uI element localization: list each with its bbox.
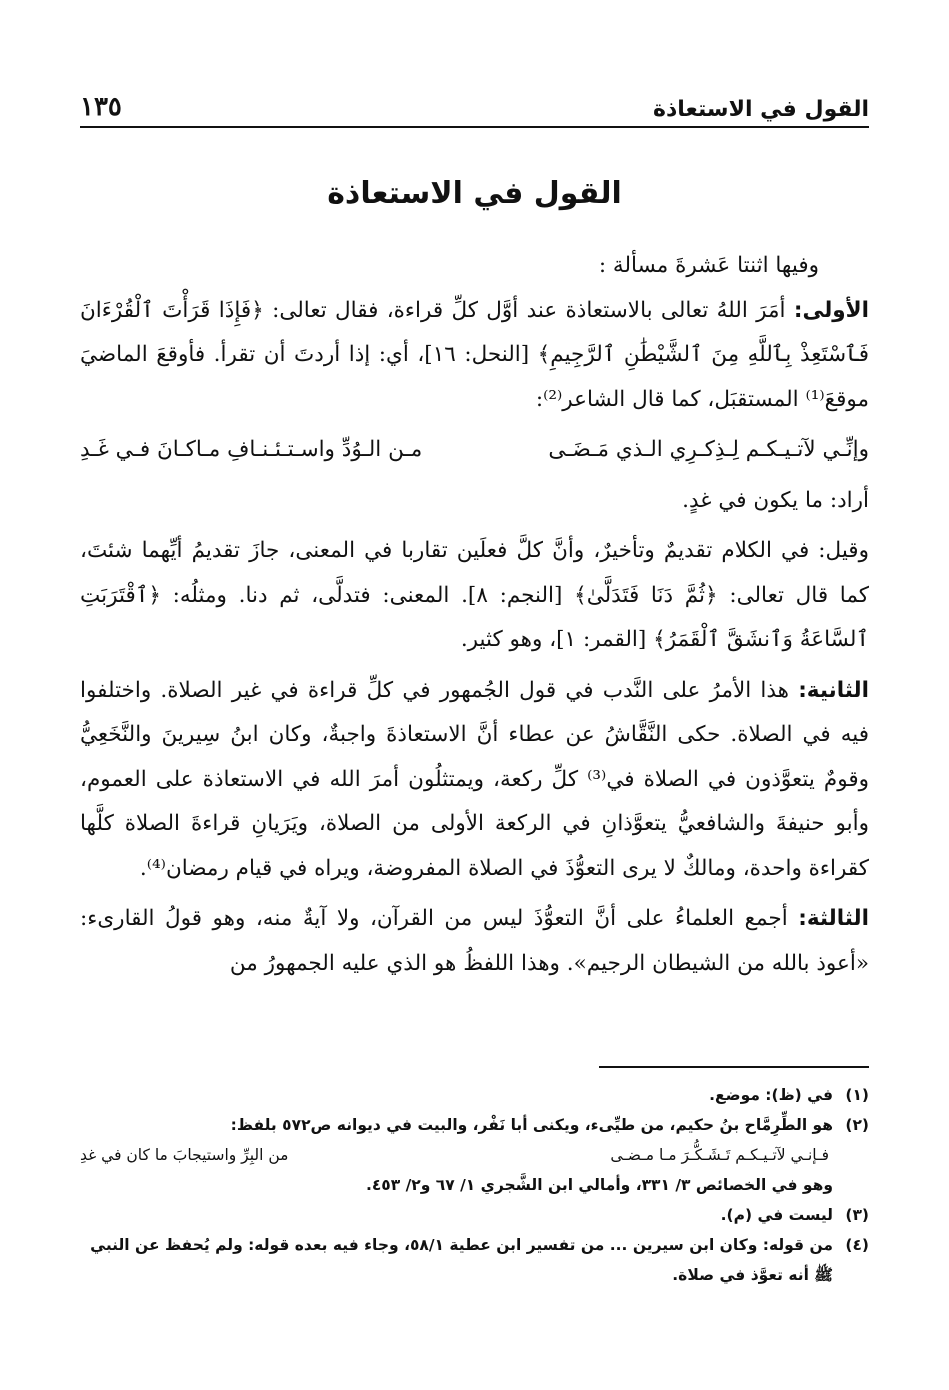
poetry-verse bbox=[80, 428, 869, 473]
footnote-text: ﷺ أنه تعوَّذ في صلاة. bbox=[672, 1266, 833, 1284]
footnote-4 bbox=[80, 1230, 869, 1260]
footnote-number: (٢) bbox=[845, 1116, 869, 1134]
footnote-rule bbox=[599, 1066, 869, 1068]
footnote-verse-second-hemistich: من البِرِّ واستيجابَ ما كان في غدِ bbox=[80, 1146, 289, 1164]
issue-label-second: الثانية: bbox=[798, 677, 869, 703]
footnote-number: (٣) bbox=[845, 1206, 869, 1224]
text-line: أيِّهما شئتَ، كما قال تعالى: ﴿ثُمَّ دَنَا فَتَدَلَّىٰ﴾ [النجم: ٨]. المعنى: فتدلَّى، ثم دنا. bbox=[80, 538, 870, 608]
issue-label-first: الأولى: bbox=[793, 297, 870, 323]
footnote-text: ليست في (م). bbox=[720, 1206, 833, 1224]
footnote-text: هو الطِّرِمَّاح بنُ حكيم، من طيِّىء، ويكنى أبا نَفْر، والبيت في ديوانه ص٥٧٢ بلفظ: bbox=[230, 1116, 833, 1134]
footnote-number: (١) bbox=[845, 1086, 869, 1104]
footnote-2 bbox=[80, 1110, 869, 1140]
header-rule bbox=[80, 126, 869, 128]
footnote-3 bbox=[80, 1200, 869, 1230]
text-line: أمَرَ اللهُ تعالى بالاستعاذة عند أوَّل كلِّ قراءة، فقال تعالى: ﴿فَإِذَا قَرَأْتَ bbox=[162, 297, 786, 323]
text-line: ومثلُه: ﴿ٱقْتَرَبَتِ ٱلسَّاعَةُ وَٱنشَقَّ ٱلْقَمَرُ﴾ [القمر: ١]، وهو كثير. bbox=[80, 582, 869, 652]
running-header bbox=[80, 86, 869, 122]
text-line: ويَرَيانِ قراءةَ الصلاة كلَّها كقراءة واحدة، ومالكٌ لا يرى التعوُّذَ في الصلاة bbox=[80, 811, 869, 881]
footnote-verse bbox=[80, 1140, 869, 1170]
verse-second-hemistich: مـن الـوُدِّ واسـتـئـنـافِ مـاكـانَ فـي غَـدِ bbox=[80, 437, 423, 462]
footnotes bbox=[80, 1080, 869, 1290]
text-line: ٱلْقُرْءَانَ فَٱسْتَعِذْ بِٱللَّهِ مِنَ ٱلشَّيْطَٰنِ ٱلرَّجِيمِ﴾ [النحل: ١٦]، أي: إذا أردتَ أن تقرأ. فأوقعَ bbox=[80, 297, 869, 367]
paragraph-first-issue bbox=[80, 289, 869, 423]
footnote-text: في (ظ): موضع. bbox=[709, 1086, 833, 1104]
footnote-number: (٤) bbox=[845, 1236, 869, 1254]
issue-label-third: الثالثة: bbox=[798, 906, 869, 931]
main-text bbox=[80, 244, 869, 992]
footnote-4-continuation bbox=[80, 1260, 869, 1290]
intro-line: وفيها اثنتا عَشرةَ مسألة : bbox=[598, 253, 819, 278]
text-line: أجمع العلماءُ على أنَّ التعوُّذَ ليس من القرآن، ولا آيةٌ منه، وهو قولُ bbox=[165, 906, 788, 931]
text-line: سِيرينَ والنَّخَعِيُّ وقومٌ يتعوَّذون في الصلاة في⁽³⁾ كلِّ ركعة، ويمتثلُون أمرَ الله في bbox=[80, 722, 870, 792]
text-line: واختلفوا فيه في الصلاة. حكى النَّقَّاشُ عن عطاء أنَّ الاستعاذةَ واجبةٌ، وكان ابنُ bbox=[80, 677, 869, 747]
footnote-2-continuation bbox=[80, 1170, 869, 1200]
text-line: وقيل: في الكلام تقديمٌ وتأخيرٌ، وأنَّ كلَّ فعلَين تقاربا في المعنى، جازَ تقديمُ bbox=[191, 538, 869, 563]
text-line: المفروضة، ويراه في قيام رمضان⁽⁴⁾. bbox=[139, 855, 462, 881]
paragraph-second-issue bbox=[80, 669, 869, 892]
paragraph-meaning: أراد: ما يكون في غدٍ. bbox=[682, 487, 869, 513]
text-line: هذا الأمرُ على النَّدب في قول الجُمهور في كلِّ قراءة في غير الصلاة. bbox=[160, 677, 789, 703]
running-header-title: القول في الاستعاذة bbox=[653, 97, 869, 122]
verse-first-hemistich: وإنِّـي لآتـيـكـم لِـذِكـرِي الـذي مَـضَـى bbox=[548, 437, 869, 462]
text-line: القارىء: «أعوذ بالله من الشيطان الرجيم». وهذا اللفظُ هو الذي عليه الجمهورُ من bbox=[80, 906, 869, 976]
chapter-title: القول في الاستعاذة bbox=[327, 176, 622, 211]
page-number: ١٣٥ bbox=[80, 92, 122, 122]
footnote-verse-first-hemistich: فـإنـي لآتـيـكـم تَـشَـكُّـرَ مـا مـضـى bbox=[610, 1146, 829, 1164]
footnote-1 bbox=[80, 1080, 869, 1110]
footnote-text: من قوله: وكان ابن سيرين ... من تفسير ابن عطية ٥٨/١، وجاء فيه بعده قوله: ولم يُحفظ عن النبي bbox=[90, 1236, 833, 1254]
text-line: الاستعاذة على العموم، وأبو حنيفةَ والشافعيُّ يتعوَّذانِ في الركعة الأولى من الصلاة، bbox=[80, 766, 869, 836]
text-line: الماضيَ موقعَ⁽¹⁾ المستقبَل، كما قال الشاعر⁽²⁾: bbox=[80, 342, 869, 412]
paragraph-third-issue bbox=[80, 897, 869, 986]
paragraph-alternative-view bbox=[80, 529, 869, 663]
footnote-text: وهو في الخصائص ٣/ ٣٣١، وأمالي ابن الشَّجري ١/ ٦٧ و٢/ ٤٥٣. bbox=[365, 1176, 833, 1194]
